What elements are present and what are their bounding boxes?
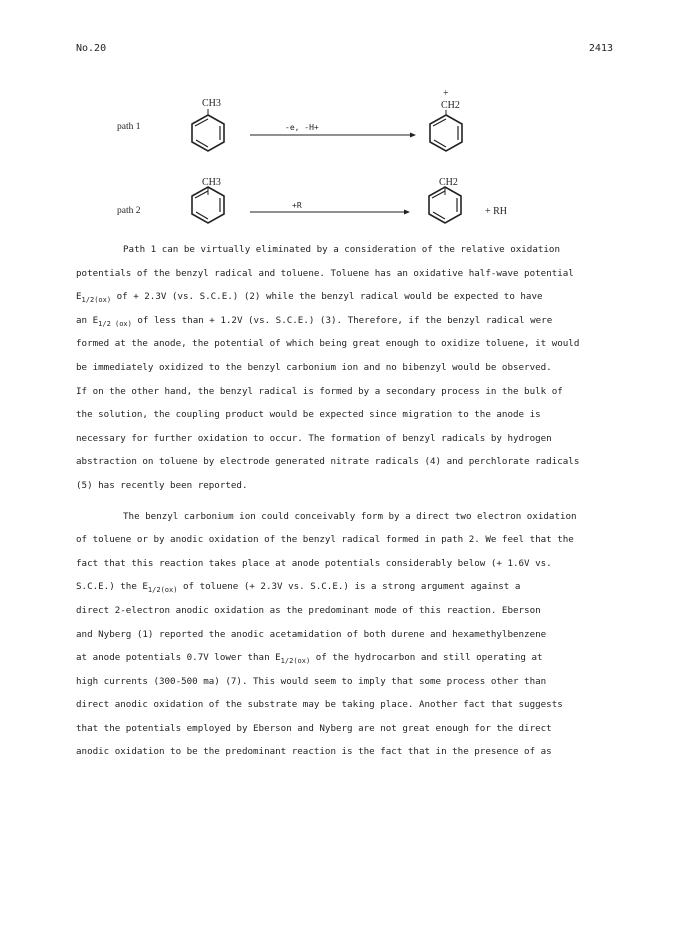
text-line: abstraction on toluene by electrode generated nitrate radicals (4) and perchlorate radicals (76, 456, 580, 468)
text-line: of toluene or by anodic oxidation of the benzyl radical formed in path 2. We feel that the (76, 534, 574, 546)
text-line: fact that this reaction takes place at anode potentials considerably below (+ 1.6V vs. (76, 557, 552, 569)
path-2-reactant-group: CH3 (202, 177, 221, 188)
text-line: an $E_{1/2 (ox)}$ of less than + 1.2V (vs. S.C.E.) (3). Therefore, if the benzyl radical were (76, 314, 553, 328)
path-1-arrow-label: -e, -H+ (285, 123, 319, 132)
reaction-scheme (0, 78, 680, 226)
text-line: The benzyl carbonium ion could conceivably form by a direct two electron oxidation (123, 510, 577, 522)
paragraph-2 (76, 505, 616, 765)
text-line: direct anodic oxidation of the substrate may be taking place. Another fact that suggests (76, 699, 563, 711)
path-1-product-group: CH2 (441, 100, 460, 111)
path-1-product-ring (430, 115, 462, 151)
text-line: Path 1 can be virtually eliminated by a consideration of the relative oxidation (123, 244, 560, 255)
body-text (76, 238, 616, 764)
text-line: (5) has recently been reported. (76, 479, 248, 491)
path-2-arrow-label: +R (292, 201, 302, 210)
page-number: 2413 (588, 43, 613, 54)
path-2-product-group: CH2 (439, 177, 458, 188)
text-line: formed at the anode, the potential of which being great enough to oxidize toluene, it would (76, 338, 580, 350)
text-line: S.C.E.) the $E_{1/2(ox)}$ of toluene (+ 2.3V vs. S.C.E.) is a strong argument against a (76, 581, 521, 595)
journal-issue: No.20 (76, 43, 107, 54)
paragraph-1 (76, 238, 616, 498)
path-2-row (117, 177, 507, 223)
path-1-label: path 1 (117, 122, 141, 132)
text-line: at anode potentials 0.7V lower than $E_{1/2(ox)}$ of the hydrocarbon and still operating at (76, 652, 543, 666)
text-line: $E_{1/2(ox)}$ of + 2.3V (vs. S.C.E.) (2) while the benzyl radical would be expected to have (76, 291, 543, 305)
path-1-reactant-ring (192, 115, 224, 151)
text-line: direct 2-electron anodic oxidation as the predominant mode of this reaction. Eberson (76, 604, 541, 616)
text-line: that the potentials employed by Eberson and Nyberg are not great enough for the direct (76, 722, 552, 734)
text-line: necessary for further oxidation to occur. The formation of benzyl radicals by hydrogen (76, 432, 552, 444)
path-2-label: path 2 (117, 206, 141, 216)
text-line: If on the other hand, the benzyl radical is formed by a secondary process in the bulk of (76, 385, 563, 397)
text-line: high currents (300-500 ma) (7). This would seem to imply that some process other than (76, 675, 547, 687)
text-line: the solution, the coupling product would be expected since migration to the anode is (76, 409, 541, 421)
path-1-row (117, 88, 462, 151)
path-1-reactant-group: CH3 (202, 98, 221, 109)
text-line: and Nyberg (1) reported the anodic acetamidation of both durene and hexamethylbenzene (76, 628, 547, 640)
text-line: be immediately oxidized to the benzyl carbonium ion and no bibenzyl would be observed. (76, 361, 552, 373)
text-line: anodic oxidation to be the predominant reaction is the fact that in the presence of as (76, 746, 552, 758)
text-line: potentials of the benzyl radical and toluene. Toluene has an oxidative half-wave potential (76, 267, 574, 279)
path-1-product-charge: + (443, 88, 449, 99)
path-2-byproduct: + RH (485, 206, 508, 217)
